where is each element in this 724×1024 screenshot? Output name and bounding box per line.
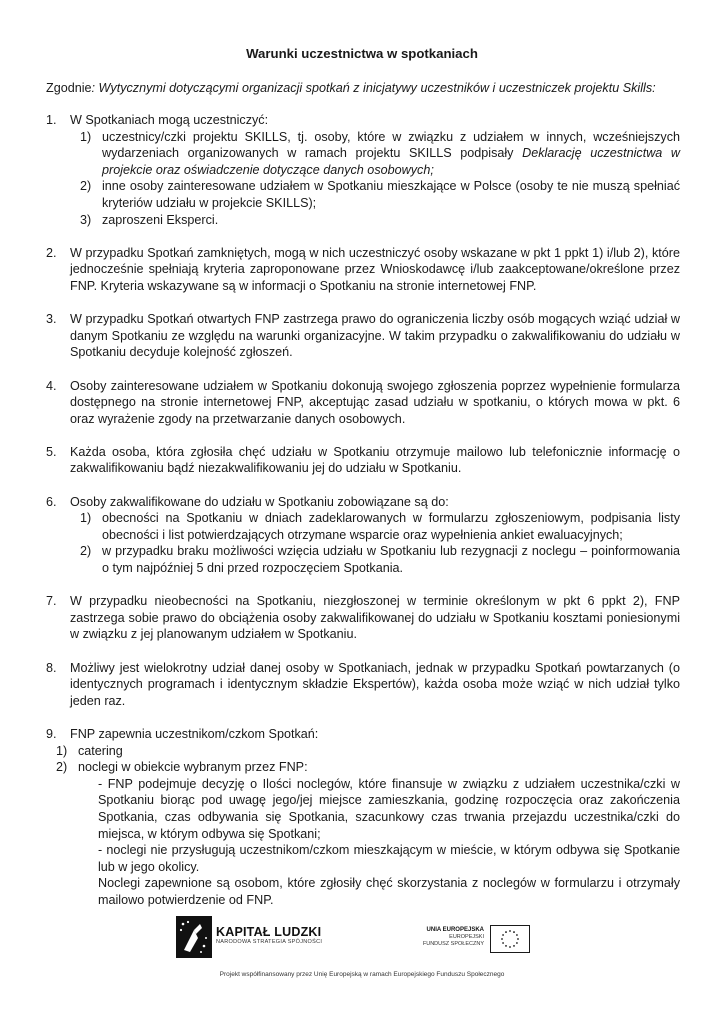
- intro-rest: : Wytycznymi dotyczącymi organizacji spotkań z inicjatywy uczestników i uczestniczek projektu Skills:: [91, 81, 656, 95]
- page-title: Warunki uczestnictwa w spotkaniach: [246, 46, 478, 61]
- accommodation-rule-2: - noclegi nie przysługują uczestnikom/czkom mieszkającym w mieście, w którym odbywa się Spotkanie lub w jego okolicy.: [98, 843, 680, 874]
- item-number: 4.: [46, 378, 57, 393]
- condition-item-8: [46, 660, 680, 710]
- eu-star-icon: [516, 934, 518, 936]
- accommodation-rule-1: - FNP podejmuje decyzję o Ilości noclegów, które finansuje w związku z udziałem uczestnika/czki w Spotkaniu biorąc pod uwagę jego/jej miejsce zamieszkania, godzinę rozpoczęcia oraz zakończenia Spotkania, czas odbywania się Spotkania, szacunkowy czas trwania przejazdu uczestnika/czki do miejsca, w którym odbywa się Spotkani;: [98, 776, 680, 841]
- sub-item-number: 1): [56, 743, 68, 758]
- sub-item: [46, 178, 680, 211]
- item-text: FNP zapewnia uczestnikom/czkom Spotkań:: [70, 726, 319, 741]
- item-number: 3.: [46, 312, 57, 327]
- sub-item: [46, 543, 680, 576]
- kapital-ludzki-wordmark: [216, 926, 322, 946]
- eu-star-icon: [502, 942, 504, 944]
- eu-star-icon: [517, 938, 519, 940]
- sub-item-text: w przypadku braku możliwości wzięcia udziału w Spotkaniu lub rezygnacji z noclegu – poinformowania o tym najpóźniej 5 dni przed rozpoczęciem Spotkania.: [102, 544, 680, 576]
- eu-star-icon: [501, 938, 503, 940]
- condition-item-1: [46, 112, 680, 129]
- item-number: 9.: [46, 726, 57, 741]
- eu-name: UNIA EUROPEJSKA: [426, 927, 484, 933]
- sub-item-number: 1): [80, 129, 92, 144]
- intro-paragraph: [46, 80, 686, 97]
- item-text: W przypadku Spotkań zamkniętych, mogą w nich uczestniczyć osoby wskazane w pkt 1 ppkt 1) i/lub 2), które jednocześnie spełniają kryteria zaproponowane przez Wnioskodawcę i/lub zaakceptowane/określone przez FNP. Kryteria wskazywane są w informacji o Spotkaniu na stronie internetowej FNP.: [70, 245, 680, 293]
- condition-item-9: [46, 726, 680, 743]
- item-text: Osoby zakwalifikowane do udziału w Spotkaniu zobowiązane są do:: [70, 494, 449, 509]
- condition-item-7: [46, 593, 680, 643]
- item-number: 5.: [46, 444, 57, 459]
- sub-item: [46, 743, 680, 760]
- sub-item: [46, 510, 680, 543]
- sub-item-number: 1): [80, 511, 92, 526]
- eu-star-icon: [505, 931, 507, 933]
- item-number: 7.: [46, 594, 57, 609]
- eu-flag-icon: [490, 925, 530, 953]
- accommodation-details: [46, 776, 680, 909]
- sub-item-number: 2): [80, 179, 92, 194]
- kl-name: KAPITAŁ LUDZKI: [216, 925, 322, 939]
- sub-item-text: noclegi w obiekcie wybranym przez FNP:: [78, 760, 308, 775]
- sub-item-number: 3): [80, 212, 92, 227]
- sub-item-emphasis: Deklarację uczestnictwa w projekcie oraz oświadczenie dotyczące danych osobowych;: [102, 146, 680, 177]
- logo-strip: [0, 912, 724, 962]
- item-number: 2.: [46, 245, 57, 260]
- sub-item: [46, 759, 680, 776]
- eu-star-icon: [516, 942, 518, 944]
- sub-item-text: zaproszeni Eksperci.: [102, 212, 219, 227]
- eu-star-icon: [513, 931, 515, 933]
- eu-star-icon: [513, 945, 515, 947]
- eu-sub-1: EUROPEJSKI: [449, 934, 484, 940]
- eu-wordmark: [410, 926, 484, 948]
- accommodation-rule-3: Noclegi zapewnione są osobom, które zgłosiły chęć skorzystania z noclegów w formularzu i otrzymały mailowo potwierdzenie od FNP.: [98, 876, 680, 907]
- item-text: Każda osoba, która zgłosiła chęć udziału w Spotkaniu otrzymuje mailowo lub telefonicznie informację o zakwalifikowaniu bądź niezakwalifikowaniu jej do udziału w Spotkaniu.: [70, 444, 680, 476]
- sub-item-text: catering: [78, 743, 123, 758]
- condition-item-5: [46, 444, 680, 477]
- item-text: W Spotkaniach mogą uczestniczyć:: [70, 113, 269, 127]
- kl-subtitle: NARODOWA STRATEGIA SPÓJNOŚCI: [216, 939, 323, 945]
- condition-item-4: [46, 378, 680, 428]
- item-text: Osoby zainteresowane udziałem w Spotkaniu dokonują swojego zgłoszenia poprzez wypełnienie formularza dostępnego na stronie internetowej FNP, akceptując zasad udziału w spotkaniu, o których mowa w pkt. 6 oraz wyrażenie zgody na przetwarzanie danych osobowych.: [70, 378, 680, 426]
- sub-item-text: obecności na Spotkaniu w dniach zadeklarowanych w formularzu zgłoszeniowym, podpisania listy obecności i list potwierdzających otrzymane wsparcie oraz wypełnienia ankiet ewaluacyjnych;: [102, 511, 680, 542]
- sub-item-number: 2): [56, 760, 68, 775]
- sub-item: [46, 129, 680, 179]
- conditions-list: [46, 112, 680, 909]
- item-number: 6.: [46, 494, 57, 509]
- item-text: W przypadku nieobecności na Spotkaniu, niezgłoszonej w terminie określonym w pkt 6 ppkt 2), FNP zastrzega sobie prawo do obciążenia osoby zakwalifikowanej do udziału w Spotkaniu kosztami poniesionymi w związku z jej planowanym udziałem w Spotkaniu.: [70, 594, 680, 642]
- item-number: 1.: [46, 113, 57, 127]
- eu-sub-2: FUNDUSZ SPOŁECZNY: [422, 941, 484, 947]
- footer-note: Projekt współfinansowany przez Unię Europejską w ramach Europejskiego Funduszu Społecznego: [219, 971, 505, 978]
- condition-item-3: [46, 311, 680, 361]
- condition-item-2: [46, 245, 680, 295]
- sub-item: [46, 212, 680, 229]
- sub-item-text: inne osoby zainteresowane udziałem w Spotkaniu mieszkające w Polsce (osoby te nie muszą spełniać kryteriów udziału w projekcie SKILLS);: [102, 179, 680, 210]
- kapital-ludzki-logo-icon: [176, 916, 212, 958]
- intro-lead: Zgodnie: [46, 81, 92, 95]
- sub-item-number: 2): [80, 544, 92, 559]
- eu-star-icon: [505, 945, 507, 947]
- item-number: 8.: [46, 660, 57, 675]
- eu-star-icon: [509, 946, 511, 948]
- item-text: W przypadku Spotkań otwartych FNP zastrzega prawo do ograniczenia liczby osób mogących wziąć udział w danym Spotkaniu ze względu na warunki organizacyjne. W takim przypadku o zakwalifikowaniu do udziału w Spotkaniu decyduje kolejność zgłoszeń.: [70, 312, 680, 360]
- condition-item-6: [46, 494, 680, 511]
- eu-star-icon: [509, 930, 511, 932]
- sub-item-text: uczestnicy/czki projektu SKILLS, tj. osoby, które w związku z udziałem w innych, wcześniejszych wydarzeniach organizowanych w ramach projektu SKILLS podpisały: [102, 129, 680, 161]
- item-text: Możliwy jest wielokrotny udział danej osoby w Spotkaniach, jednak w przypadku Spotkań powtarzanych (o identycznych programach i identycznym składzie Ekspertów), każda osoba może wziąć w nich udział tylko jeden raz.: [70, 660, 680, 708]
- eu-star-icon: [502, 934, 504, 936]
